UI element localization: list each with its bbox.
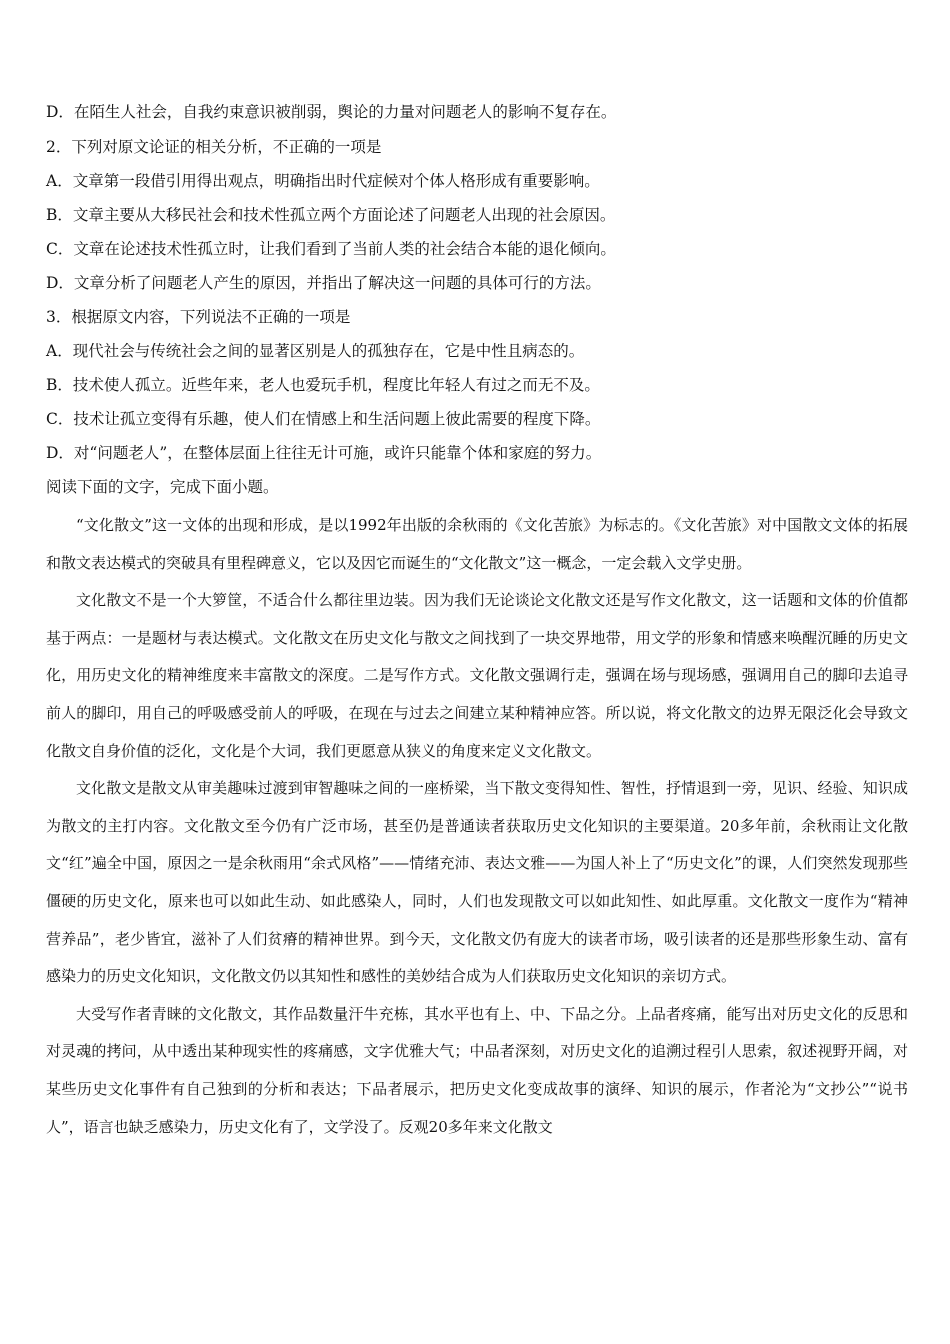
q2-option-b: B．文章主要从大移民社会和技术性孤立两个方面论述了问题老人出现的社会原因。 (46, 206, 616, 224)
q2-stem: 2．下列对原文论证的相关分析，不正确的一项是 (46, 138, 382, 156)
passage-paragraph-4: 大受写作者青睐的文化散文，其作品数量汗牛充栋，其水平也有上、中、下品之分。上品者疼痛，能写出对历史文化的反思和对灵魂的拷问，从中透出某种现实性的疼痛感，文字优雅大气；中品者深刻，对历史文化的追溯过程引人思索，叙述视野开阔，对某些历史文化事件有自己独到的分析和表达；下品者展示，把历史文化变成故事的演绎、知识的展示，作者沦为“文抄公”“说书人”，语言也缺乏感染力，历史文化有了，文学没了。反观20多年来文化散文 (46, 1004, 908, 1136)
q3-option-c: C．技术让孤立变得有乐趣，使人们在情感上和生活问题上彼此需要的程度下降。 (46, 410, 601, 428)
q3-option-d: D．对“问题老人”，在整体层面上往往无计可施，或许只能靠个体和家庭的努力。 (46, 444, 602, 462)
q3-stem: 3．根据原文内容，下列说法不正确的一项是 (46, 308, 351, 326)
q2-option-d: D．文章分析了问题老人产生的原因，并指出了解决这一问题的具体可行的方法。 (46, 274, 601, 292)
q2-option-a: A．文章第一段借引用得出观点，明确指出时代症候对个体人格形成有重要影响。 (46, 172, 600, 190)
reading-passage (46, 507, 908, 1146)
q2-option-c: C．文章在论述技术性孤立时，让我们看到了当前人类的社会结合本能的退化倾向。 (46, 240, 616, 258)
passage-paragraph-3: 文化散文是散文从审美趣味过渡到审智趣味之间的一座桥梁，当下散文变得知性、智性，抒情退到一旁，见识、经验、知识成为散文的主打内容。文化散文至今仍有广泛市场，甚至仍是普通读者获取历史文化知识的主要渠道。20多年前，余秋雨让文化散文“红”遍全中国，原因之一是余秋雨用“余式风格”——情绪充沛、表达文雅——为国人补上了“历史文化”的课，人们突然发现那些僵硬的历史文化，原来也可以如此生动、如此感染人，同时，人们也发现散文可以如此知性、如此厚重。文化散文一度作为“精神营养品”，老少皆宜，滋补了人们贫瘠的精神世界。到今天，文化散文仍有庞大的读者市场，吸引读者的还是那些形象生动、富有感染力的历史文化知识，文化散文仍以其知性和感性的美妙结合成为人们获取历史文化知识的亲切方式。 (46, 779, 908, 986)
reading-instruction: 阅读下面的文字，完成下面小题。 (46, 478, 279, 496)
passage-paragraph-1: “文化散文”这一文体的出现和形成，是以1992年出版的余秋雨的《文化苦旅》为标志的。《文化苦旅》对中国散文文体的拓展和散文表达模式的突破具有里程碑意义，它以及因它而诞生的“文化散文”这一概念，一定会载入文学史册。 (46, 516, 908, 572)
q3-option-b: B．技术使人孤立。近些年来，老人也爱玩手机，程度比年轻人有过之而无不及。 (46, 376, 600, 394)
q1-option-d: D．在陌生人社会，自我约束意识被削弱，舆论的力量对问题老人的影响不复存在。 (46, 103, 617, 121)
passage-paragraph-2: 文化散文不是一个大箩筐，不适合什么都往里边装。因为我们无论谈论文化散文还是写作文化散文，这一话题和文体的价值都基于两点：一是题材与表达模式。文化散文在历史文化与散文之间找到了一块交界地带，用文学的形象和情感来唤醒沉睡的历史文化，用历史文化的精神维度来丰富散文的深度。二是写作方式。文化散文强调行走，强调在场与现场感，强调用自己的脚印去追寻前人的脚印，用自己的呼吸感受前人的呼吸，在现在与过去之间建立某种精神应答。所以说，将文化散文的边界无限泛化会导致文化散文自身价值的泛化，文化是个大词，我们更愿意从狭义的角度来定义文化散文。 (46, 591, 908, 760)
q3-option-a: A．现代社会与传统社会之间的显著区别是人的孤独存在，它是中性且病态的。 (46, 342, 585, 360)
